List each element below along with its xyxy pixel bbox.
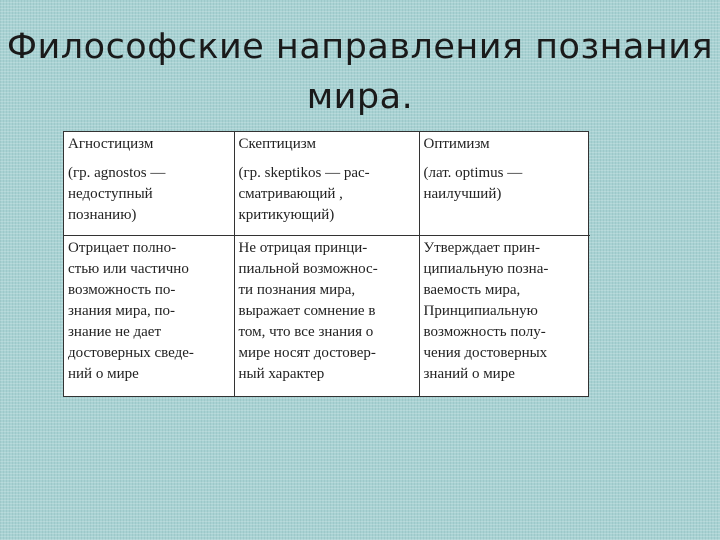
table-row (64, 132, 590, 235)
optimism-description-line: знаний о мире (423, 365, 515, 382)
skepticism-header-cell (234, 132, 419, 235)
agnosticism-description-line: стью или частично (68, 260, 189, 277)
optimism-description-line: чения достоверных (423, 344, 548, 361)
agnosticism-etymology-line: недоступный (68, 186, 153, 202)
slide-title (0, 22, 720, 122)
optimism-etymology-line: наилучший) (423, 186, 502, 202)
skepticism-etymology-line: сматривающий , (238, 186, 343, 202)
agnosticism-etymology-line: познанию) (68, 207, 137, 223)
optimism-description-cell (419, 235, 590, 396)
skepticism-description-line: ти познания мира, (238, 281, 356, 298)
agnosticism-description-line: Отрицает полно- (68, 239, 177, 256)
skepticism-etymology-line: (гр. skeptikos — рас- (238, 165, 370, 181)
skepticism-etymology-line: критикующий) (238, 207, 335, 223)
agnosticism-description-line: ний о мире (68, 365, 139, 382)
skepticism-description-line: Не отрицая принци- (238, 239, 368, 256)
optimism-description-line: ципиальную позна- (423, 260, 549, 277)
agnosticism-description-line: знание не дает (68, 323, 162, 340)
skepticism-description-cell (234, 235, 419, 396)
philosophy-table (63, 131, 589, 397)
slide-title-line-1: Философские направления познания (6, 27, 714, 67)
philosophy-table-grid (64, 132, 590, 396)
skepticism-description-line: мире носят достовер- (238, 344, 376, 361)
skepticism-description-line: ный характер (238, 365, 325, 382)
optimism-name: Оптимизм (423, 136, 490, 152)
optimism-description-line: возможность полу- (423, 323, 546, 340)
optimism-description-line: ваемость мира, (423, 281, 521, 298)
skepticism-description-line: пиальной возможнос- (238, 260, 378, 277)
optimism-etymology-line: (лат. optimus — (423, 165, 523, 181)
optimism-header-cell (419, 132, 590, 235)
optimism-description-line: Утверждает прин- (423, 239, 541, 256)
skepticism-description-line: выражает сомнение в (238, 302, 376, 319)
optimism-description-line: Принципиальную (423, 302, 538, 319)
agnosticism-header-cell (64, 132, 234, 235)
agnosticism-name: Агностицизм (68, 136, 154, 152)
agnosticism-description-cell (64, 235, 234, 396)
skepticism-name: Скептицизм (238, 136, 316, 152)
agnosticism-etymology-line: (гр. agnostos — (68, 165, 166, 181)
agnosticism-description-line: достоверных сведе- (68, 344, 194, 361)
slide-title-line-2: мира. (306, 77, 414, 117)
agnosticism-description-line: знания мира, по- (68, 302, 176, 319)
skepticism-description-line: том, что все знания о (238, 323, 374, 340)
table-row (64, 235, 590, 396)
agnosticism-description-line: возможность по- (68, 281, 176, 298)
